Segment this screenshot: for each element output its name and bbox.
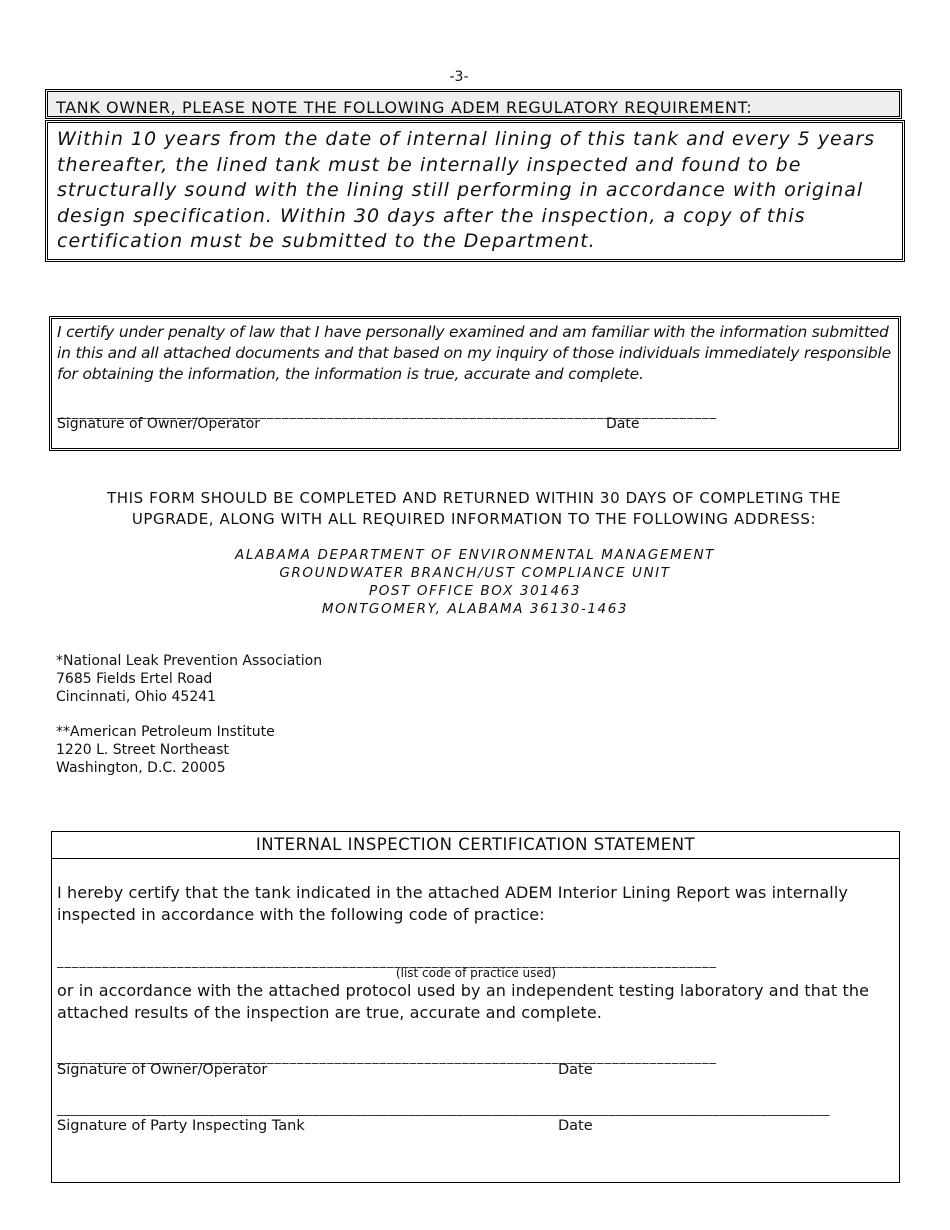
inspector-signature-row	[57, 1118, 899, 1136]
reference-city: Washington, D.C. 20005	[56, 760, 226, 776]
instructions-line-1: THIS FORM SHOULD BE COMPLETED AND RETURNED WITHIN 30 DAYS OF COMPLETING THE	[106, 489, 842, 507]
inspection-intro: I hereby certify that the tank indicated in the attached ADEM Interior Lining Report was internally inspected in accordance with the following code of practice:	[57, 883, 848, 924]
owner-signature-line[interactable]: ________________________________________________________________________________________	[57, 1050, 717, 1065]
inspection-box	[51, 858, 900, 1183]
owner-signature-label: Signature of Owner/Operator	[57, 416, 261, 432]
reference-nlpa	[56, 652, 322, 706]
owner-signature-line[interactable]: ________________________________________________________________________________________	[57, 405, 717, 420]
date-label: Date	[606, 416, 640, 432]
inspection-title: INTERNAL INSPECTION CERTIFICATION STATEMENT	[51, 831, 900, 859]
reference-api	[56, 723, 275, 777]
reference-name: *National Leak Prevention Association	[56, 653, 323, 669]
signature-row	[57, 416, 898, 432]
notice-body: Within 10 years from the date of internal lining of this tank and every 5 years thereafter, the lined tank must be internally inspected and found to be structurally sound with the lining still performing in accordance with original design specification. Within 30 days after the inspection, a copy of this certification must be submitted to the Department.	[45, 120, 905, 262]
certification-box	[49, 316, 901, 451]
date-label: Date	[558, 1062, 593, 1078]
address-line-2: GROUNDWATER BRANCH/UST COMPLIANCE UNIT	[279, 565, 671, 581]
reference-street: 7685 Fields Ertel Road	[56, 671, 213, 687]
inspector-signature-line[interactable]: ________________________________________________________________________________________________________________	[57, 1102, 830, 1117]
inspector-signature-label: Signature of Party Inspecting Tank	[57, 1118, 305, 1134]
address-line-3: POST OFFICE BOX 301463	[368, 583, 582, 599]
code-of-practice-line[interactable]: ________________________________________________________________________________________	[57, 954, 717, 969]
date-label: Date	[558, 1118, 593, 1134]
mailing-address	[0, 546, 950, 618]
reference-name: **American Petroleum Institute	[56, 724, 275, 740]
reference-street: 1220 L. Street Northeast	[56, 742, 229, 758]
return-instructions	[15, 488, 933, 530]
owner-signature-label: Signature of Owner/Operator	[57, 1062, 268, 1078]
certification-text: I certify under penalty of law that I have personally examined and am familiar with the information submitted in this and all attached documents and that based on my inquiry of those individuals immediately responsible for obtaining the information, the information is true, accurate and complete.	[57, 323, 891, 383]
code-of-practice-caption: (list code of practice used)	[395, 966, 557, 980]
page-number: -3-	[449, 69, 469, 85]
protocol-text: or in accordance with the attached protocol used by an independent testing laboratory and that the attached results of the inspection are true, accurate and complete.	[57, 981, 870, 1022]
address-line-4: MONTGOMERY, ALABAMA 36130-1463	[321, 601, 629, 617]
owner-signature-row	[57, 1062, 899, 1080]
instructions-line-2: UPGRADE, ALONG WITH ALL REQUIRED INFORMATION TO THE FOLLOWING ADDRESS:	[131, 510, 817, 528]
notice-header: TANK OWNER, PLEASE NOTE THE FOLLOWING ADEM REGULATORY REQUIREMENT:	[45, 89, 902, 119]
reference-city: Cincinnati, Ohio 45241	[56, 689, 217, 705]
address-line-1: ALABAMA DEPARTMENT OF ENVIRONMENTAL MANAGEMENT	[234, 547, 716, 563]
